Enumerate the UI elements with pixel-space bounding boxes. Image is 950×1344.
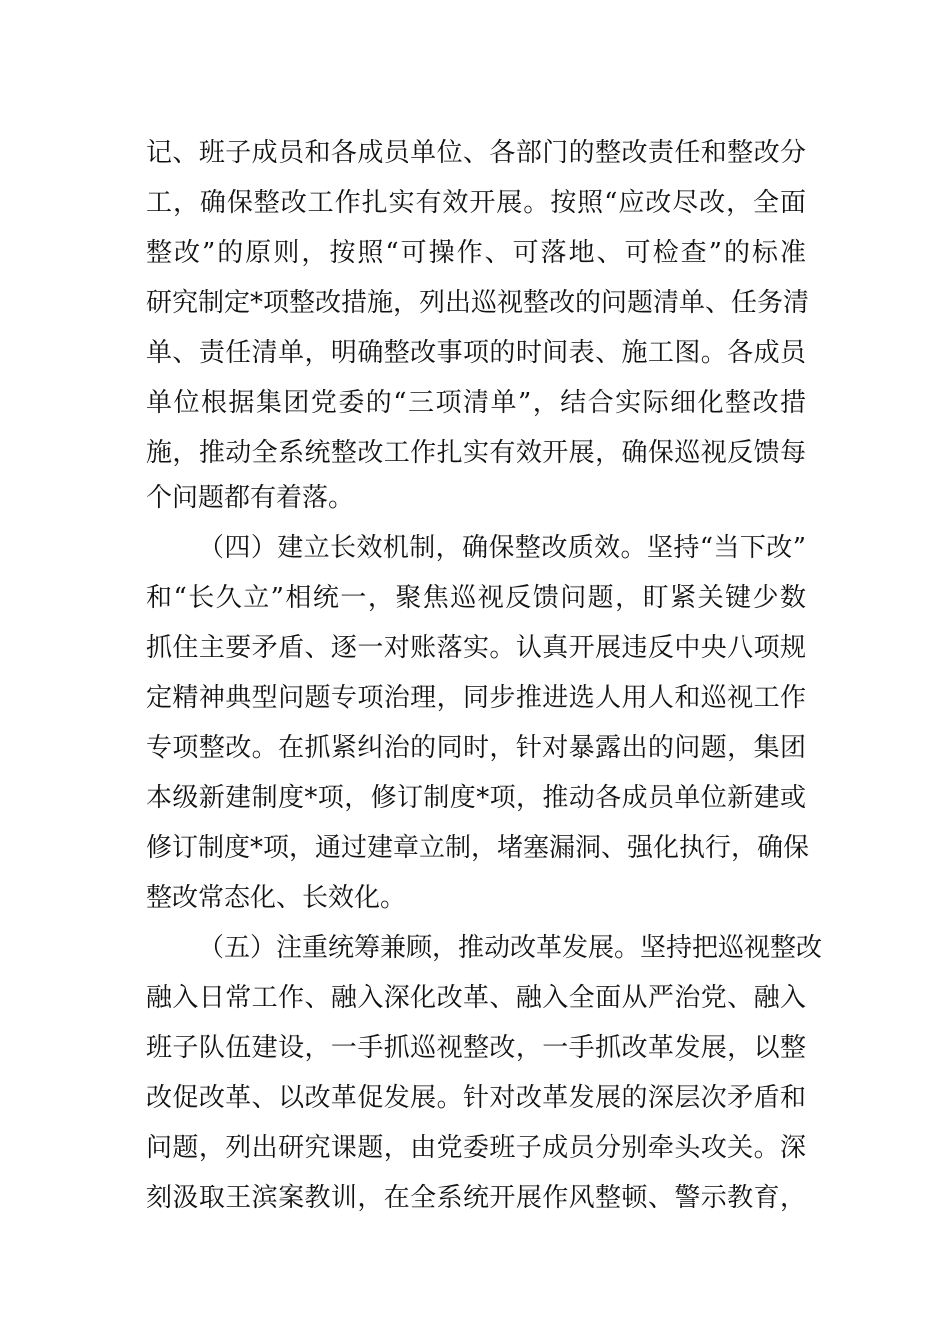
text-line: 记、班子成员和各成员单位、各部门的整改责任和整改分 bbox=[146, 138, 806, 168]
text-line: 工，确保整改工作扎实有效开展。按照“应改尽改，全面 bbox=[146, 188, 806, 218]
text-line: 刻汲取王滨案教训，在全系统开展作风整顿、警示教育， bbox=[146, 1183, 806, 1213]
text-line: 个问题都有着落。 bbox=[146, 483, 355, 513]
paragraph-heading-4: （四）建立长效机制，确保整改质效。坚持“当下改” bbox=[198, 533, 806, 563]
text-line: 和“长久立”相统一，聚焦巡视反馈问题，盯紧关键少数 bbox=[146, 583, 806, 613]
paragraph-heading-5: （五）注重统筹兼顾，推动改革发展。坚持把巡视整改 bbox=[198, 933, 823, 963]
text-line: 整改”的原则，按照“可操作、可落地、可检查”的标准 bbox=[146, 238, 806, 268]
text-line: 专项整改。在抓紧纠治的同时，针对暴露出的问题，集团 bbox=[146, 733, 806, 763]
text-line: 融入日常工作、融入深化改革、融入全面从严治党、融入 bbox=[146, 983, 806, 1013]
text-line: 研究制定*项整改措施，列出巡视整改的问题清单、任务清 bbox=[146, 288, 810, 318]
text-line: 施，推动全系统整改工作扎实有效开展，确保巡视反馈每 bbox=[146, 438, 806, 468]
text-line: 整改常态化、长效化。 bbox=[146, 883, 407, 913]
text-line: 单位根据集团党委的“三项清单”，结合实际细化整改措 bbox=[146, 388, 806, 418]
text-line: 定精神典型问题专项治理，同步推进选人用人和巡视工作 bbox=[146, 683, 806, 713]
text-line: 修订制度*项，通过建章立制，堵塞漏洞、强化执行，确保 bbox=[146, 833, 810, 863]
text-line: 单、责任清单，明确整改事项的时间表、施工图。各成员 bbox=[146, 338, 806, 368]
text-line: 改促改革、以改革促发展。针对改革发展的深层次矛盾和 bbox=[146, 1083, 806, 1113]
text-line: 班子队伍建设，一手抓巡视整改，一手抓改革发展，以整 bbox=[146, 1033, 806, 1063]
text-line: 本级新建制度*项，修订制度*项，推动各成员单位新建或 bbox=[146, 783, 806, 813]
text-line: 抓住主要矛盾、逐一对账落实。认真开展违反中央八项规 bbox=[146, 633, 806, 663]
text-line: 问题，列出研究课题，由党委班子成员分别牵头攻关。深 bbox=[146, 1133, 806, 1163]
